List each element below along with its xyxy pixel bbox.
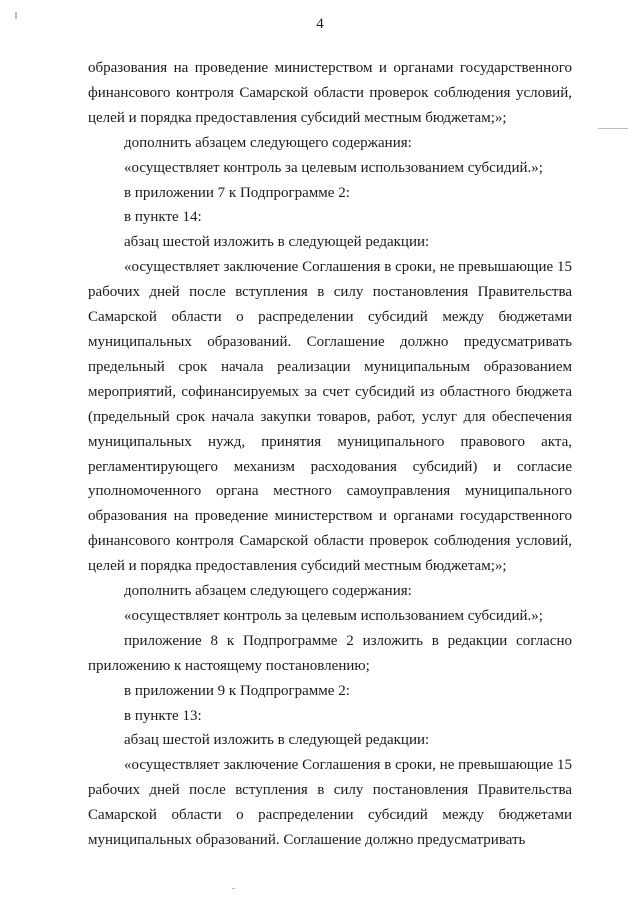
paragraph: в приложении 7 к Подпрограмме 2:	[124, 184, 350, 201]
paragraph: «осуществляет заключение Соглашения в сроки, не превышающие 15 рабочих дней после вступления в силу постановления Правительства Самарской области о распределении субсидий между бюджетами муниципальных образований. Соглашение должно предусматривать	[88, 757, 572, 849]
paragraph: дополнить абзацем следующего содержания:	[124, 583, 412, 600]
paragraph: образования на проведение министерством и органами государственного финансового контроля Самарской области проверок соблюдения условий, целей и порядка предоставления субсидий местным бюджетам;»;	[88, 60, 572, 126]
paragraph: «осуществляет заключение Соглашения в сроки, не превышающие 15 рабочих дней после вступления в силу постановления Правительства Самарской области о распределении субсидий между бюджетами муниципальных образований. Соглашение должно предусматривать предельный срок начала реализации муниципальным образованием мероприятий, софинансируемых за счет субсидий из областного бюджета (предельный срок начала закупки товаров, работ, услуг для обеспечения муниципальных нужд, принятия муниципального правового акта, регламентирующего механизм расходования субсидий) и согласие уполномоченного органа местного самоуправления муниципального образования на проведение министерством и органами государственного финансового контроля Самарской области проверок соблюдения условий, целей и порядка предоставления субсидий местным бюджетам;»;	[88, 259, 572, 575]
paragraph: в приложении 9 к Подпрограмме 2:	[124, 682, 350, 699]
paragraph: «осуществляет контроль за целевым использованием субсидий.»;	[124, 159, 543, 176]
paragraph: абзац шестой изложить в следующей редакции:	[124, 732, 430, 749]
paragraph: в пункте 14:	[124, 209, 202, 226]
page-number: 4	[316, 16, 324, 32]
paragraph: приложение 8 к Подпрограмме 2 изложить в редакции согласно приложению к настоящему постановлению;	[88, 632, 572, 674]
scan-artifact	[15, 12, 17, 19]
paragraph: в пункте 13:	[124, 707, 202, 724]
document-body	[88, 56, 572, 853]
paragraph: абзац шестой изложить в следующей редакции:	[124, 234, 430, 251]
scan-artifact	[598, 128, 628, 129]
paragraph: «осуществляет контроль за целевым использованием субсидий.»;	[124, 607, 543, 624]
paragraph: дополнить абзацем следующего содержания:	[124, 134, 412, 151]
scan-artifact	[232, 888, 235, 889]
